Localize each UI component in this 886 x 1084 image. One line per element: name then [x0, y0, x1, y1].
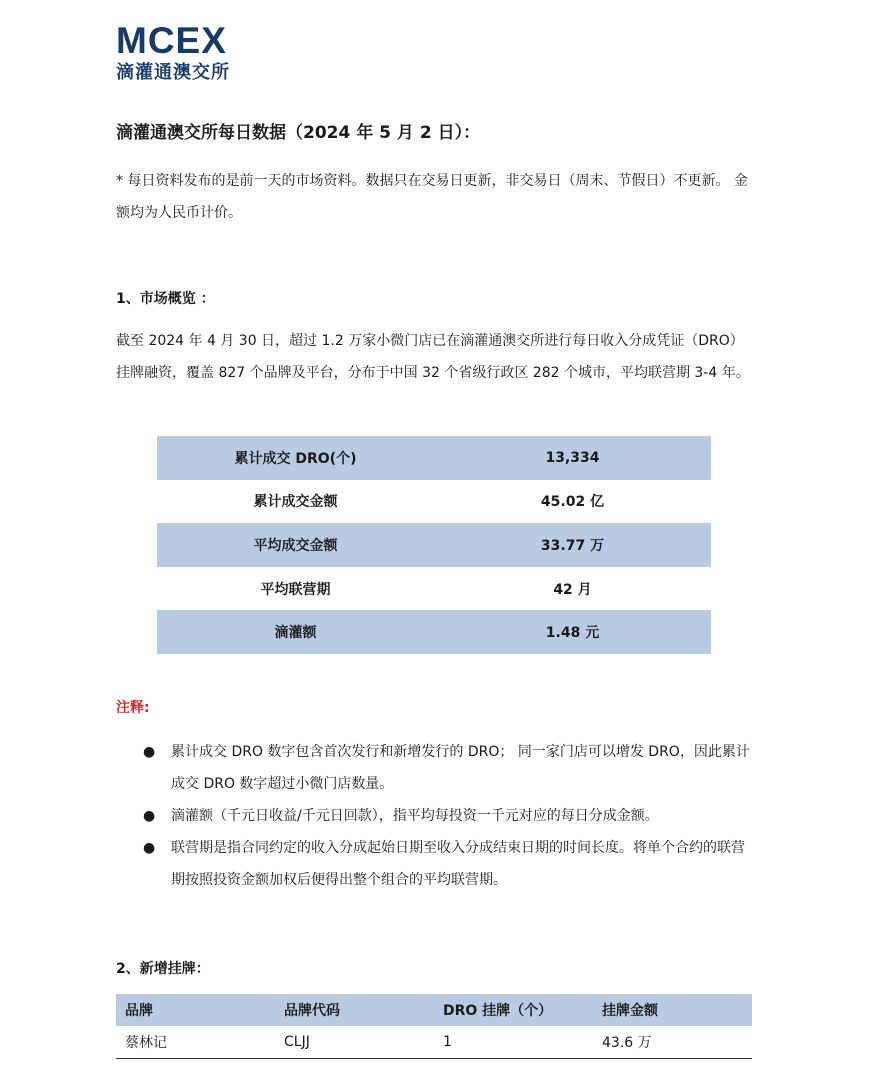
summary-row — [157, 436, 711, 480]
page-title: 滴灌通澳交所每日数据（2024 年 5 月 2 日）： — [116, 123, 481, 143]
table-cell: 43.6 万 — [593, 1026, 752, 1059]
bullet-icon: ● — [143, 744, 156, 760]
note-text: 滴灌额（千元日收益/千元日回款），指平均每投资一千元对应的每日分成金额。 — [171, 808, 659, 824]
table-cell: 蔡林记 — [116, 1026, 275, 1059]
summary-value: 33.77 万 — [540, 537, 605, 554]
table-header-row — [116, 994, 752, 1026]
summary-label: 累计成交 DRO(个) — [234, 450, 357, 467]
summary-table — [157, 436, 711, 654]
column-header: 品牌代码 — [275, 994, 434, 1026]
section-heading-market-overview: 1、市场概览 ： — [116, 291, 215, 307]
market-overview-paragraph: 截至 2024 年 4 月 30 日，超过 1.2 万家小微门店已在滴灌通澳交所进行每日收入分成凭证（DRO）挂牌融资，覆盖 827 个品牌及平台，分布于中国 32 个省级行政区 282 个城市，平均联营期 3-4 年。 — [116, 333, 750, 381]
summary-value: 1.48 元 — [545, 625, 600, 642]
list-item — [143, 832, 753, 896]
logo-chinese-name: 滴灌通澳交所 — [116, 62, 230, 83]
summary-label: 累计成交金额 — [253, 494, 338, 511]
summary-row — [157, 610, 711, 654]
list-item — [143, 736, 753, 800]
summary-label: 平均成交金额 — [253, 537, 338, 554]
summary-row — [157, 480, 711, 524]
section-heading-new-listings: 2、新增挂牌： — [116, 961, 210, 977]
column-header: 挂牌金额 — [593, 994, 752, 1026]
column-header: 品牌 — [116, 994, 275, 1026]
summary-label: 平均联营期 — [260, 581, 331, 598]
summary-value: 42 月 — [553, 581, 592, 598]
summary-row — [157, 567, 711, 611]
table-cell: CLJJ — [275, 1026, 434, 1059]
notes-title: 注释: — [116, 700, 150, 716]
summary-value: 45.02 亿 — [540, 494, 605, 511]
table-row — [116, 1026, 752, 1059]
new-listings-table — [116, 994, 752, 1059]
logo-mcex: MCEX — [116, 20, 227, 61]
bullet-icon: ● — [143, 840, 156, 856]
notes-list — [143, 736, 753, 896]
list-item — [143, 800, 753, 832]
note-text: 累计成交 DRO 数字包含首次发行和新增发行的 DRO； 同一家门店可以增发 DRO，因此累计成交 DRO 数字超过小微门店数量。 — [171, 744, 750, 792]
table-cell: 1 — [434, 1026, 593, 1059]
summary-value: 13,334 — [545, 449, 600, 466]
note-text: 联营期是指合同约定的收入分成起始日期至收入分成结束日期的时间长度。将单个合约的联营期按照投资金额加权后便得出整个组合的平均联营期。 — [171, 840, 745, 888]
disclaimer-text: * 每日资料发布的是前一天的市场资料。数据只在交易日更新，非交易日（周末、节假日）不更新。 金额均为人民币计价。 — [116, 173, 748, 221]
bullet-icon: ● — [143, 808, 156, 824]
summary-label: 滴灌额 — [274, 625, 317, 642]
summary-row — [157, 523, 711, 567]
column-header: DRO 挂牌（个） — [434, 994, 593, 1026]
